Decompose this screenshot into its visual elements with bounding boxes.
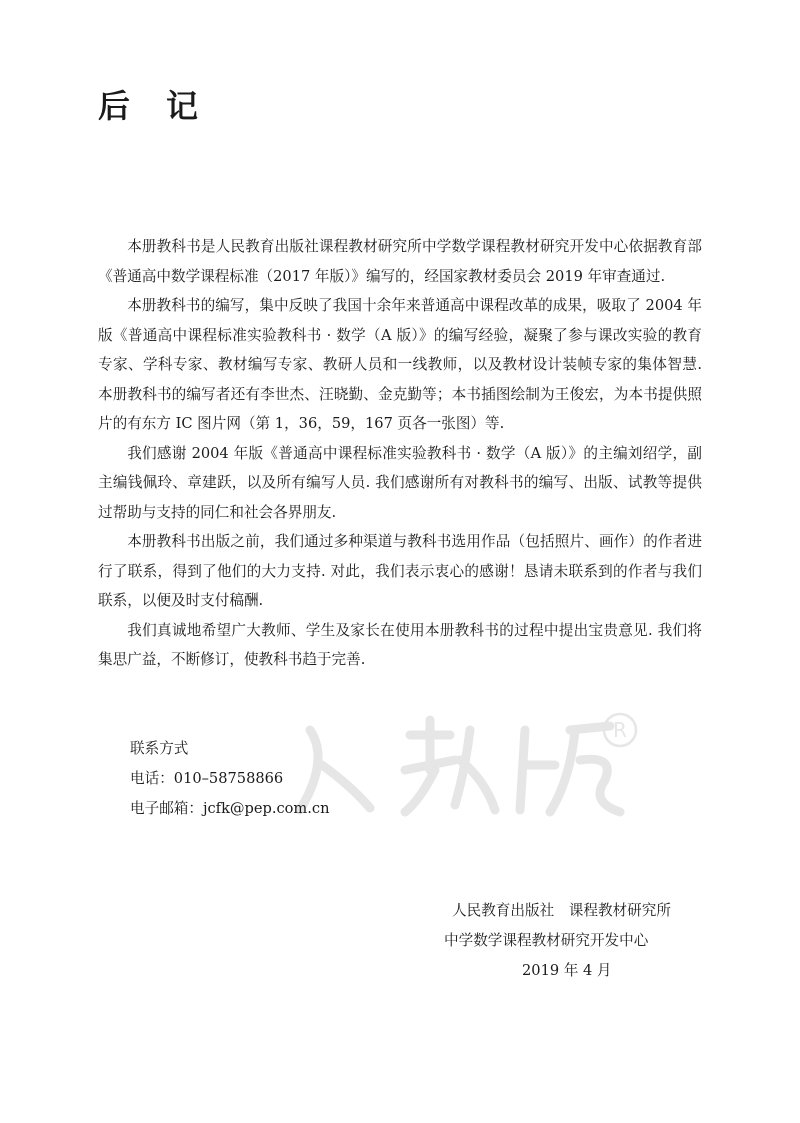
contact-email: 电子邮箱：jcfk@pep.com.cn	[130, 800, 330, 817]
contact-info	[130, 734, 329, 824]
paragraph-2: 本册教科书的编写，集中反映了我国十余年来普通高中课程改革的成果，吸取了 2004 年版《普通高中课程标准实验教科书 · 数学（A 版）》的编写经验，凝聚了参与课改实验的教育专家、学科专家、教材编写专家、教研人员和一线教师，以及教材设计装帧专家的集体智慧. 本册教科书的编写者还有李世杰、汪晓勤、金克勤等；本书插图绘制为王俊宏，为本书提供照片的有东方 IC 图片网（第 1，36，59，167 页各一张图）等.	[98, 297, 702, 432]
paragraph-3: 我们感谢 2004 年版《普通高中课程标准实验教科书 · 数学（A 版）》的主编刘绍学，副主编钱佩玲、章建跃，以及所有编写人员. 我们感谢所有对教科书的编写、出版、试教等提供过帮助与支持的同仁和社会各界朋友.	[98, 444, 702, 521]
svg-text:R: R	[613, 718, 627, 742]
signature-date: 2019 年 4 月	[522, 962, 612, 979]
title-char-1: 后	[98, 87, 131, 125]
signature-publisher: 人民教育出版社 课程教材研究所	[452, 902, 671, 919]
paragraph-1: 本册教科书是人民教育出版社课程教材研究所中学数学课程教材研究开发中心依据教育部《普通高中数学课程标准（2017 年版）》编写的，经国家教材委员会 2019 年审查通过.	[98, 238, 702, 285]
registered-mark-icon	[604, 714, 636, 746]
paragraph-5: 我们真诚地希望广大教师、学生及家长在使用本册教科书的过程中提出宝贵意见. 我们将集思广益，不断修订，使教科书趋于完善.	[98, 621, 702, 668]
signature-block	[420, 896, 710, 986]
signature-center: 中学数学课程教材研究开发中心	[444, 932, 649, 949]
contact-heading: 联系方式	[130, 740, 189, 757]
paragraph-4: 本册教科书出版之前，我们通过多种渠道与教科书选用作品（包括照片、画作）的作者进行了联系，得到了他们的大力支持. 对此，我们表示衷心的感谢！恳请未联系到的作者与我们联系，以便及时支付稿酬.	[98, 533, 702, 609]
title-char-2: 记	[166, 87, 199, 125]
contact-phone: 电话：010–58758866	[130, 770, 284, 787]
page-title	[98, 86, 198, 126]
afterword-body	[98, 232, 702, 675]
